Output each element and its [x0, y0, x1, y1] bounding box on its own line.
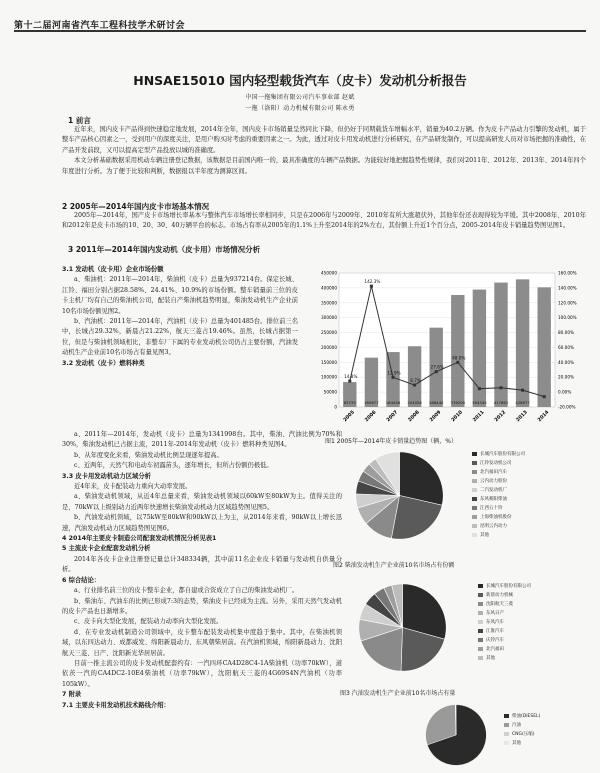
legend-label: 其他: [512, 741, 521, 746]
y-tick-label: 450000: [321, 270, 337, 276]
bar-2008: [408, 346, 421, 407]
legend-item: [478, 654, 531, 663]
section-3-2-heading: 3.2 发动机（皮卡）燃料种类: [62, 359, 145, 367]
growth-label: 27.6%: [430, 364, 444, 370]
section-2-heading: 2 2005年—2014年国内皮卡市场基本情况: [62, 202, 210, 211]
x-tick-label: 2014: [537, 410, 551, 424]
bar-value-label: 428677: [515, 400, 530, 405]
x-tick-label: 2007: [386, 410, 400, 424]
section-2-body: [62, 211, 586, 232]
figure-3-caption: 图3 汽油发动机生产企业前10名市场占有量: [340, 690, 456, 697]
legend-label: 北汽福田: [486, 647, 504, 652]
legend-item: [478, 600, 531, 609]
legend-swatch: [472, 452, 477, 456]
legend-label: 其他: [486, 656, 495, 661]
legend-item: [472, 450, 525, 459]
legend-item: [478, 609, 531, 618]
legend-swatch: [472, 470, 477, 474]
legend-swatch: [504, 732, 509, 736]
section-3-3-a: a、柴油发动机领域，从近4年总量来看，柴油发动机领域以60kW至80kW为主。值得关注的是，70kW以上级别动力近两年快速增长柴油发动机动力区域趋势图见图5。: [62, 493, 342, 511]
growth-point: [370, 285, 373, 288]
legend-swatch: [472, 506, 477, 510]
gasoline-share-pie: [355, 580, 450, 675]
legend-swatch: [478, 611, 483, 615]
y-tick-label: 100000: [321, 374, 337, 380]
legend-label: 东风朝阳柴油: [480, 497, 507, 502]
y2-tick-label: -20.00%: [558, 404, 576, 410]
gasoline-pie-legend: [478, 582, 531, 663]
x-tick-label: 2012: [494, 410, 508, 424]
author-2: 一拖（洛阳）动力机械有限公司 陈永勇: [245, 105, 355, 112]
legend-label: 其他: [480, 533, 489, 538]
legend-label: 东风汽车: [486, 620, 504, 625]
section-1-body: [62, 125, 586, 177]
legend-swatch: [472, 488, 477, 492]
section-4-heading: 4 2014年主要皮卡制造公司配套发动机情况分析见表1: [62, 535, 217, 543]
y2-tick-label: 0.00%: [558, 389, 572, 395]
legend-swatch: [472, 515, 477, 519]
bar-value-label: 204026: [407, 400, 422, 405]
growth-point: [521, 389, 524, 392]
legend-label: 汽油: [512, 723, 521, 728]
legend-label: 沈阳航天三菱: [486, 602, 513, 607]
x-tick-label: 2010: [450, 410, 464, 424]
y2-tick-label: 160.00%: [558, 270, 577, 276]
growth-point: [392, 376, 395, 379]
legend-label: 江淮汽车: [486, 629, 504, 634]
legend-label: 长城汽车股份有限公司: [486, 584, 531, 589]
section-6-a: a、行业排名前三位的皮卡整车企业，都自建或合资成立了自己的柴油发动机厂。: [74, 587, 299, 595]
y2-tick-label: 140.00%: [558, 285, 577, 291]
section-3-3-heading: 3.3 皮卡用发动机动力区域分析: [62, 472, 151, 480]
legend-item: [478, 645, 531, 654]
section-6-heading: 6 综合结论：: [62, 576, 101, 584]
bar-2010: [451, 295, 464, 407]
growth-label: 14.8%: [344, 374, 358, 380]
section-3-1-b: b、汽油机：2011年—2014年，汽油机（皮卡）总量为401485台。排位前三名中，长城占29.32%，新晨占21.22%，航天三菱占19.46%。虽然，长城占据第一位，但是与柴油机领域相比，非整车厂下属的专业发动机公司仍占主要份额，汽油发动机生产企业前10名市场占有量见图3。: [62, 318, 298, 357]
fuel-type-pie: [423, 702, 489, 768]
x-tick-label: 2008: [407, 410, 421, 424]
diesel-pie-legend: [472, 450, 525, 540]
bar-value-label: 184456: [385, 400, 401, 405]
legend-swatch: [472, 461, 477, 465]
x-tick-label: 2011: [472, 410, 486, 424]
legend-item: [472, 504, 525, 513]
y-tick-label: 200000: [321, 344, 337, 350]
legend-label: 东风日产: [486, 611, 504, 616]
section-6-c: c、皮卡向大型化发展，配装动力动率向大型化发展。: [74, 618, 223, 626]
legend-label: CNG(压缩): [512, 732, 535, 737]
x-tick-label: 2013: [515, 410, 529, 424]
section-1-p1: 近年来，国内皮卡产品得到快速稳定地发展，2014年全年，国内皮卡市场销量呈然同比下降，但仍好于同期载货车增幅水平，销量为40.2万辆。作为皮卡产品动力引擎的发动机，属于整车产品核心因素之一，受到用户的深度关注，是用户购买时考虑的重要因素之一。为此，透过对皮卡用发动机进行分析研究，在产品研发制作，可以提高研发人员对市场把握的准确性，在产品开发前段，又可以提高定型产品投放以城的准确度。: [62, 126, 586, 154]
legend-label: 新晨动力机械: [486, 593, 513, 598]
legend-swatch: [504, 714, 509, 718]
section-3-3-b: b、汽油发动机领域，以75kW至80kW和90kW以上为主，从2014年来看，90kW以上增长迅速，汽油发动机动力区域趋势图见图6。: [62, 514, 342, 532]
fuel-pie-legend: [504, 712, 540, 748]
y2-tick-label: 40.00%: [558, 359, 574, 365]
bar-2014: [538, 287, 551, 407]
growth-point: [543, 395, 546, 398]
legend-swatch: [472, 479, 477, 483]
legend-label: 庆铃汽车: [486, 638, 504, 643]
growth-point: [500, 386, 503, 389]
section-1-heading: 1 前言: [68, 116, 91, 125]
legend-swatch: [472, 524, 477, 528]
legend-swatch: [472, 497, 477, 501]
y2-tick-label: 20.00%: [558, 374, 574, 380]
y2-tick-label: 80.00%: [558, 330, 574, 336]
legend-item: [478, 618, 531, 627]
section-6-d: d、在专业发动机制造公司领域中，皮卡整车配装发动机集中度趋于集中。其中，在柴油机领域，以东四达动力、成都威发、绵阳新晨动力、东风朝柴居前。在汽油机领域，绵阳新晨动力、沈阳航天三菱、日产、沈阳新光华居居前。: [62, 628, 342, 657]
bar-value-label: 165677: [364, 400, 379, 405]
growth-label: 6.7%: [410, 378, 421, 384]
section-3-left-column: [62, 265, 298, 369]
y-tick-label: 350000: [321, 300, 337, 306]
legend-item: [504, 721, 540, 730]
legend-item: [472, 459, 525, 468]
legend-swatch: [504, 741, 509, 745]
legend-item: [504, 730, 540, 739]
section-3-heading: 3 2011年—2014年国内发动机（皮卡用）市场情况分析: [68, 245, 261, 254]
section-6-e: 目前一推主流公司的皮卡发动机配套约有：一汽四环CA4D28C4-1A柴油机（功率70kW），道依茨一汽的CA4DC2-10E4柴油机（功率79kW），沈阳航天三菱的4G69S4N汽油机（功率105kW）。: [62, 659, 342, 688]
growth-point: [478, 387, 481, 390]
legend-item: [472, 513, 525, 522]
legend-label: 二汽发动机厂: [480, 488, 507, 493]
legend-swatch: [478, 620, 483, 624]
section-2-p1: 2005年—2014年，国产皮卡市场增长率基本与整体汽车市场增长率相同步，只是在2006年与2009年、2010年有所大涨超伏外，其他年份还表现得较为平缓。其中2008年、2010年和2012年是皮卡市场的10、20、30、40万辆平台的标志。市场占有率从2005年的1.1%上升至2014年的2%左右，其份额上升近1个百分点，2005-2014年皮卡销量趋势图见图1。: [62, 212, 586, 230]
section-3-1-a: a、柴油机：2011年—2014年，柴油机（皮卡）总量为937214台。保定长城、江铃、福田分别占据28.58%、24.41%、10.9%的市场份额。整车销量前三位的皮卡主机厂均有自己的柴油机公司，配装自产柴油机趋势明显，柴油发动机生产企业前10名市场份额见图2。: [62, 276, 298, 315]
legend-swatch: [478, 647, 483, 651]
section-7-1-heading: 7.1 主要皮卡用发动机技术路线介绍：: [62, 701, 170, 709]
author-1: 中国一拖集团有限公司汽车事业部 赵斌: [245, 94, 355, 101]
section-1-p2: 本文分析基础数据采用机动车辆注册登记数据，该数据是目前国内唯一的，最具准确度的车辆产品数据。为能较好地把握趋势性规律，我们对2011年、2012年、2013年、2014年四个年度进行分析。为了便于比较和判断，数据报以半年度为测算区间。: [62, 157, 586, 175]
figure-2-caption: 图2 柴油发动机生产企业前10名市场占有份额: [333, 562, 455, 569]
section-3-2-c: c、近两年，天然气和电动车初露苗头，逐年增长，但所占份额仍极低。: [74, 462, 273, 470]
x-tick-label: 2005: [342, 410, 356, 424]
legend-label: 长城汽车股份有限公司: [480, 452, 525, 457]
legend-item: [472, 495, 525, 504]
section-5-heading: 5 主流皮卡企业配套发动机分析: [62, 545, 151, 553]
legend-item: [504, 739, 540, 748]
paper-title: HNSAE15010 国内轻型载货汽车（皮卡）发动机分析报告: [133, 73, 467, 88]
y-tick-label: 250000: [321, 330, 337, 336]
legend-item: [478, 591, 531, 600]
legend-item: [472, 486, 525, 495]
growth-point: [435, 370, 438, 373]
growth-label: 48.0%: [452, 355, 466, 361]
growth-label: 142.3%: [364, 279, 381, 285]
legend-swatch: [504, 723, 509, 727]
y2-tick-label: 60.00%: [558, 344, 574, 350]
legend-swatch: [478, 638, 483, 642]
legend-label: 云内动力股份: [480, 479, 507, 484]
section-6-b: b、柴油车、汽油车的比例已形成7:3的态势，柴油皮卡已经成为主流。另外，采用天然气发动机的皮卡产品也日渐增多。: [62, 597, 342, 615]
legend-swatch: [472, 533, 477, 537]
growth-label: 12.9%: [387, 370, 401, 376]
y-tick-label: 150000: [321, 359, 337, 365]
y2-tick-label: 120.00%: [558, 300, 577, 306]
diesel-share-pie: [352, 448, 447, 543]
legend-item: [472, 468, 525, 477]
y-tick-label: 300000: [321, 315, 337, 321]
y2-tick-label: 100.00%: [558, 315, 577, 321]
section-3-3-intro: 近4年来，皮卡配装动力重向大动率发展。: [74, 483, 192, 491]
y-tick-label: 400000: [321, 285, 337, 291]
figure-1-caption: 图1 2005年—2014年皮卡销量趋势图（辆，%）: [325, 438, 457, 445]
legend-label: 昆明云内动力: [480, 524, 507, 529]
bar-value-label: 266440: [428, 400, 444, 405]
legend-item: [472, 522, 525, 531]
section-3-2-b: b、从年度变化来看，柴油发动机比例呈现逐年提高。: [74, 451, 223, 459]
section-5-p1: 2014年各皮卡企业注册登记量总计348334辆，其中前11名企业皮卡销量与发动机自供量分析。: [62, 555, 342, 574]
legend-item: [478, 582, 531, 591]
bar-2013: [516, 279, 529, 407]
bar-2007: [386, 352, 399, 407]
legend-label: 江铃发动机公司: [480, 461, 512, 466]
bar-value-label: 417862: [493, 400, 509, 405]
bar-value-label: 376200: [450, 400, 466, 405]
section-3-1-heading: 3.1 发动机（皮卡用）企业市场份额: [62, 266, 164, 273]
legend-swatch: [478, 629, 483, 633]
legend-item: [472, 477, 525, 486]
section-3-2-a: a、2011年—2014年，发动机（皮卡）总量为1341998台。其中，柴油、汽油比例为70%和30%，柴油发动机已占据主流，2011年-2014年发动机（皮卡）燃料种类见图4。: [62, 431, 342, 449]
growth-point: [413, 384, 416, 387]
legend-swatch: [478, 593, 483, 597]
legend-label: 上海柴油机股份: [480, 515, 512, 520]
legend-swatch: [478, 656, 483, 660]
legend-label: 北汽福田汽车: [480, 470, 507, 475]
y-tick-label: 0: [334, 404, 337, 410]
legend-swatch: [478, 602, 483, 606]
legend-item: [472, 531, 525, 540]
legend-label: 江西五十铃: [480, 506, 503, 511]
x-tick-label: 2006: [364, 410, 378, 424]
header-text: 第十二届河南省汽车工程科技学术研讨会: [14, 21, 186, 31]
legend-item: [478, 636, 531, 645]
legend-item: [478, 627, 531, 636]
legend-item: [504, 712, 540, 721]
section-3-2-body: [62, 430, 342, 711]
legend-label: 柴油(DIESEL): [512, 714, 541, 719]
bar-value-label: 83733: [343, 400, 356, 405]
bar-value-label: 394345: [472, 400, 487, 405]
legend-swatch: [478, 584, 483, 588]
y-tick-label: 50000: [323, 389, 337, 395]
running-header: [14, 8, 586, 32]
x-tick-label: 2009: [429, 410, 443, 424]
section-7-heading: 7 附录: [62, 691, 82, 699]
growth-point: [348, 380, 351, 383]
sales-trend-chart: [305, 267, 587, 444]
growth-point: [456, 361, 459, 364]
